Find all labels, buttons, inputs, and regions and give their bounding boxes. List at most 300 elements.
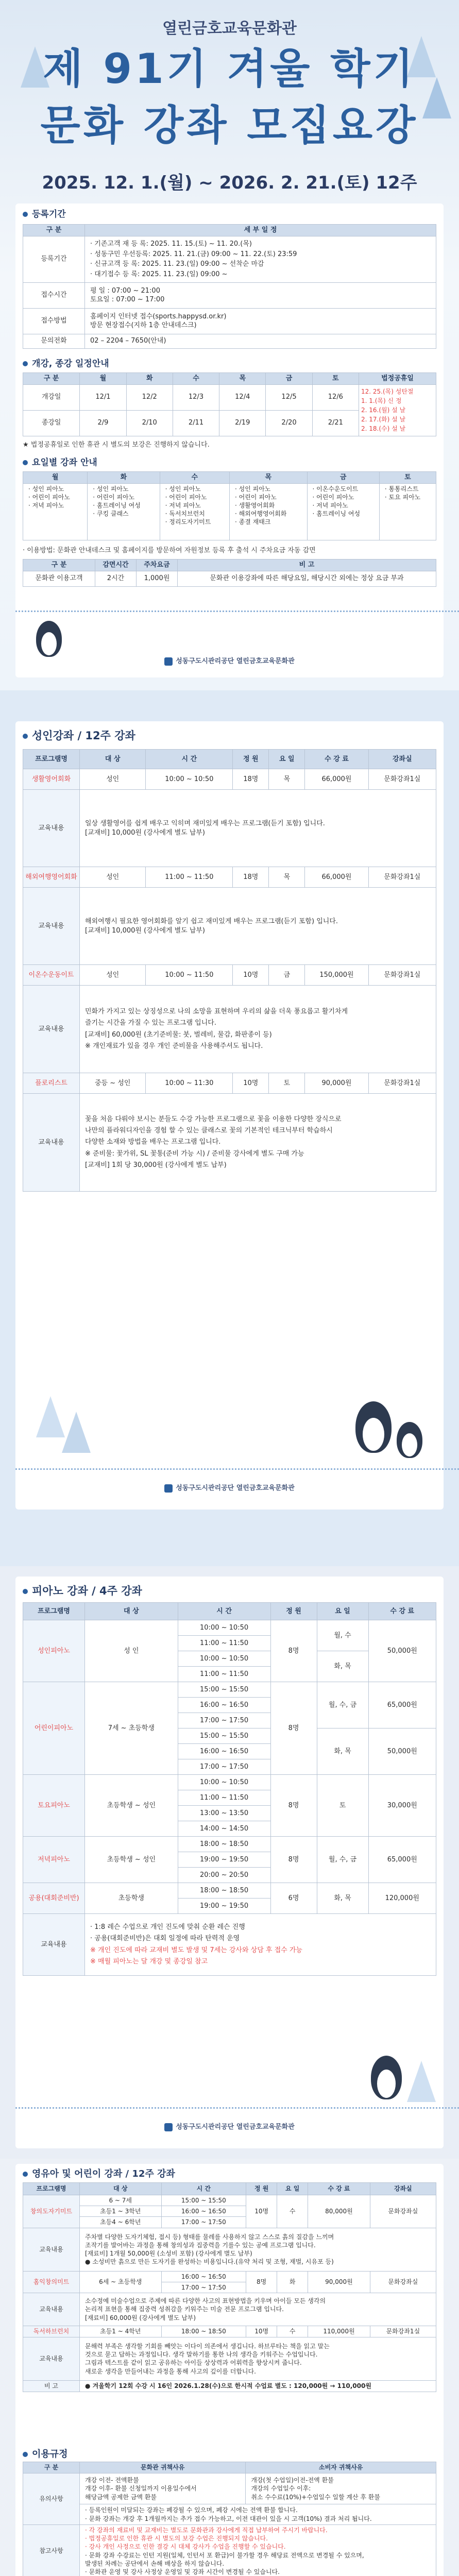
time-slot: 17:00 ~ 17:50 — [161, 2282, 246, 2293]
th: 구 분 — [23, 225, 85, 236]
cell: 화, 목 — [317, 1883, 368, 1914]
penguin-icon — [355, 1401, 392, 1453]
th: 화 — [126, 373, 173, 385]
cell: 등록기간 — [23, 236, 85, 282]
desc-line: 발생된 차례는 공단에서 손해 배상을 하지 않습니다. — [85, 2560, 225, 2567]
cell: 초등4 ~ 6학년 — [80, 2217, 162, 2228]
cell-line[interactable]: 홈페이지 인터넷 접수(sports.happysd.or.kr) — [90, 312, 227, 320]
time-slot: 19:00 ~ 19:50 — [178, 1899, 270, 1914]
desc-line: · 각 강좌의 재료비 및 교재비는 별도로 문화관과 강사에게 직접 납부하여 주시기 바랍니다. — [85, 2527, 328, 2534]
th: 수 강 료 — [305, 750, 368, 769]
program-name: 플로리스트 — [23, 1073, 80, 1094]
desc-line: · 문화 강좌는 개강 후 1개월까지는 추가 접수 가능하고, 이전 대관이 있을 시 고객(10%) 결과 처리 됩니다. — [85, 2515, 372, 2522]
th: 수 강 료 — [308, 2183, 370, 2195]
cell: 2/21 — [312, 410, 359, 436]
cell: 10:00 ~ 11:50 — [146, 965, 233, 986]
th: 수 — [173, 373, 219, 385]
th: 문화관 귀책사유 — [80, 2462, 246, 2473]
holiday-notice: ★ 법정공휴일로 인한 휴관 시 별도의 보강은 진행하지 않습니다. — [23, 441, 210, 449]
footer-logo: 성동구도시관리공단 열린금호교육문화관 — [15, 2123, 444, 2132]
th: 구 분 — [23, 560, 95, 571]
cell: 90,000원 — [308, 2271, 370, 2293]
section-heading: 성인강좌 / 12주 강좌 — [23, 728, 135, 743]
time-slot: 19:00 ~ 19:50 — [178, 1852, 270, 1868]
time-slot: 17:00 ~ 17:50 — [161, 2217, 246, 2228]
cell: 월, 수 — [317, 1620, 368, 1651]
desc-line: 해외여행시 필요한 영어회화를 알기 쉽고 재미있게 배우는 프로그램(듣기 포함) 입니다. — [85, 917, 338, 925]
th: 시 간 — [161, 2183, 246, 2195]
cell: 10명 — [246, 2195, 277, 2228]
cell: 접수방법 — [23, 308, 85, 334]
cell: 성인 — [80, 769, 146, 790]
holiday: 12. 25.(목) 성탄절 — [361, 388, 414, 396]
desc-line: [재료비] 60,000원 (강사에게 별도 납부) — [85, 2314, 196, 2321]
cell: 목 — [269, 867, 305, 888]
cell: 개강일 — [23, 384, 80, 410]
program-name: 성인피아노 — [23, 1620, 85, 1682]
section-heading: 피아노 강좌 / 4주 강좌 — [23, 1584, 142, 1598]
desc-line: · 문화 강좌 수강료는 인턴 지원(일체, 인턴서 포 환급)이 불가할 경우 해당료 전액으로 변경될 수 있으며, — [85, 2551, 364, 2559]
desc-line: [재료비] 1개월 50,000원 (소성비 포함) (강사에게 별도 납부) — [85, 2250, 252, 2258]
logo-icon — [164, 1484, 173, 1493]
bullet-icon — [23, 212, 28, 217]
desc-line: 소수정예 미술수업으로 주제에 따른 다양한 사고의 표현방법을 키우며 아이들 모든 생각의 — [85, 2297, 326, 2305]
org-name: 열린금호교육문화관 — [162, 20, 297, 38]
title-line-1: 제 91기 겨울 학기 — [43, 45, 416, 93]
class-item: · 종결 재태크 — [234, 518, 271, 526]
time-slot: 13:00 ~ 13:50 — [178, 1806, 270, 1821]
cell: 2/10 — [126, 410, 173, 436]
class-item: · 어린이 피아노 — [28, 493, 70, 501]
time-slot: 11:00 ~ 11:50 — [178, 1636, 270, 1651]
desc-line: ※ 준비물: 꽃가위, SL 꽃통(준비 가능 시) / 준비물 강사에게 별도 구매 가능 — [85, 1149, 304, 1158]
th: 목 — [229, 472, 307, 484]
cell-line: · 대기접수 등 록: 2025. 11. 23.(일) 09:00 ~ — [90, 270, 228, 278]
youth-card — [15, 2164, 444, 2576]
th: 강좌실 — [368, 750, 436, 769]
time-slot: 18:00 ~ 18:50 — [161, 2326, 246, 2337]
time-slot: 15:00 ~ 15:50 — [161, 2195, 246, 2206]
holiday: 2. 18.(수) 설 날 — [361, 425, 406, 433]
th: 금 — [307, 472, 379, 484]
penguin-icon — [371, 2056, 402, 2099]
adult-section — [0, 690, 459, 1566]
cell: 참고사항 — [23, 2525, 80, 2576]
cell: 2/19 — [219, 410, 266, 436]
desc-line: 다양한 소재와 방법을 배우는 프로그램 입니다. — [85, 1138, 221, 1146]
cell: 초등학생 — [85, 1883, 178, 1914]
th: 수 강 료 — [368, 1603, 436, 1620]
th: 구 분 — [23, 2462, 80, 2473]
cell-line: 토요일 : 07:00 ~ 17:00 — [90, 296, 165, 304]
registration-table — [23, 224, 436, 349]
adult-table: 프로그램명 대 상 시 간 정 원 요 일 수 강 료 강좌실 생활영어회화 성인 10:00 ~ 10:50 18명 목 66,000원 문화강좌1실 교육내용 일상 생활영어를 쉽게 배우고 익히며 재미있게 배우는 프로그램(듣기 포함) 입니다. [교재비] 10,000원 (강사에게 별도 납부) 해외여행영어회화 성인 11:00 ~ 11:50 18명 목 66,000원 문화강좌1실 교육내용 해외여행시 필요한 영어회화를 알기 쉽고 재미있게 배우는 프로그램(듣기 포함) 입니다. [교재비] 10,000원 (강사에게 별도 납부) 이온수운동이트 성인 10:00 ~ 11:50 10명 금 150,000원 문화강좌1실 교육내용 민화가 가지고 있는 상징성으로 나의 소망을 표현하며 우리의 삶을 더욱 풍요롭고 활기차게 즐기는 시간을 가질 수 있는 프로그램 입니다. [교재비] 60,000원 (초기준비물: 붓, 벌레비, 물감, 화판종이 등) ※ 개인재료가 있을 경우 개인 준비물을 사용해주셔도 됩니다. 플로리스트 중등 ~ 성인 10:00 ~ 11:30 10명 토 90,000원 문화강좌1실 교육내용 꽃을 처음 다뤄야 보시는 분들도 수강 가능한 프로그램으로 꽃을 이용한 다양한 장식으로 나만의 플라워디자인을 경험 할 수 있는 클래스로 꽃의 기본적인 테크닉부터 학습하시 다양한 소재와 방법을 배우는 프로그램 입니다. ※ 준비물: 꽃가위, SL 꽃통(준비 가능 시) / 준비물 강사에게 별도 구매 가능 [교재비] 1회 당 30,000원 (강사에게 별도 납부) — [23, 749, 436, 1192]
desc-line: 문해력 부족은 생각할 기회를 빼앗는 이다이 의존에서 생깁니다. 하브루타는 책을 읽고 말는 — [85, 2343, 330, 2350]
youth-table: 프로그램명 대 상 시 간 정 원 요 일 수 강 료 강좌실 창의도자기미트 6 ~ 7세 15:00 ~ 15:50 10명 수 80,000원 문화강좌실 초등1 ~ 3학년 16:00 ~ 16:50 초등4 ~ 6학년 17:00 ~ 17:50 교육내용 주차별 다양한 도자기체험, 접시 등) 형태를 물레를 사용하지 않고 스스로 흙의 질감을 느끼며 조작기를 발어바는 과정을 통해 창의성과 집중력을 기를수 있는 공예 프로그램 입니다. [재료비] 1개월 50,000원 (소성비 포함) (강사에게 별도 납부) ● 소성비만 흙으로 만든 도자기를 완성하는 비용입니다.(유약 처리 및 조형, 재벌, 시유포 등) 홈익창의미트 6세 ~ 초등학생 16:00 ~ 16:50 8명 화 90,000원 문화강좌실 17:00 ~ 17:50 교육내용 소수정예 미술수업으로 주제에 따른 다양한 사고의 표현방법을 키우며 아이들 모든 생각의 논리적 표현을 통해 집중력 성취감을 키워주는 미술 전문 프로그램 입니다. [재료비] 60,000원 (강사에게 별도 납부) 독서하브런치 초등1 ~ 4학년 18:00 ~ 18:50 10명 수 110,000원 문화강좌1실 교육내용 문해력 부족은 생각할 기회를 빼앗는 이다이 의존에서 생깁니다. 하브루타는 책을 읽고 말는 것으로 묻고 답하는 과정입니다. 생각 말하기를 통한 나의 생각을 키워주는 수업입니다. 그림과 텍스트를 같이 읽고 공유하는 아이들 상상력과 어휘력을 향상시켜 줍니다. 새로운 생각을 만들어내는 과정을 통해 사고의 깊이를 더합니다. 비 고 ● 겨울학기 12회 수강 시 16인 2026.1.28(수)으로 한시적 수업료 별도 : 120,000원 → 110,000원 — [23, 2182, 436, 2392]
cell: 성 인 — [85, 1620, 178, 1682]
title-line-2: 문화 강좌 모집요강 — [40, 101, 419, 149]
program-name: 창의도자기미트 — [23, 2195, 80, 2228]
cell: 12/6 — [312, 384, 359, 410]
cell: 80,000원 — [308, 2195, 370, 2228]
divider — [15, 611, 459, 614]
cell: 8명 — [270, 1620, 317, 1682]
th: 소비자 귀책사유 — [246, 2462, 436, 2473]
adult-card — [15, 721, 444, 1510]
cell-line: 평 일 : 07:00 ~ 21:00 — [90, 286, 160, 295]
th: 정 원 — [233, 750, 269, 769]
penguin-icon — [397, 1422, 422, 1458]
desc-line: · 공용(대회준비반)은 대회 일정에 따라 탄력적 운영 — [90, 1935, 240, 1943]
desc-line: · 강사 개인 사정으로 인한 결강 시 대체 강사가 수업을 진행할 수 있습니다. — [85, 2543, 286, 2551]
program-name: 독서하브런치 — [23, 2326, 80, 2337]
cell: 화, 목 — [317, 1728, 368, 1775]
logo-icon — [164, 657, 173, 666]
cell-line: · 기존고객 재 등 록: 2025. 11. 15.(토) ~ 11. 20.(목) — [90, 240, 252, 248]
th: 비 고 — [178, 560, 436, 571]
desc-line: [교재비] 10,000원 (강사에게 별도 납부) — [85, 828, 205, 837]
cell: 8명 — [270, 1775, 317, 1837]
desc-line: 나만의 플라워디자인을 경험 할 수 있는 클래스로 꽃의 기본적인 테크닉부터 학습하시 — [85, 1127, 333, 1135]
desc-line: 해당금액 공제한 금액 환불 — [85, 2493, 157, 2501]
th: 법정공휴일 — [359, 373, 436, 385]
program-name: 해외여행영어회화 — [23, 867, 80, 888]
time-slot: 10:00 ~ 10:50 — [178, 1775, 270, 1790]
rules-table — [23, 2462, 436, 2576]
th: 시 간 — [146, 750, 233, 769]
desc-line: 일상 생활영어를 쉽게 배우고 익히며 재미있게 배우는 프로그램(듣기 포함) 입니다. — [85, 819, 325, 827]
piano-section — [0, 1566, 459, 2159]
footer-logo: 성동구도시관리공단 열린금호교육문화관 — [15, 657, 444, 666]
cell: 90,000원 — [305, 1073, 368, 1094]
time-slot: 16:00 ~ 16:50 — [178, 1744, 270, 1759]
cell: 문화강좌실 — [370, 2271, 436, 2293]
time-slot: 11:00 ~ 11:50 — [178, 1667, 270, 1682]
cell: 10:00 ~ 11:30 — [146, 1073, 233, 1094]
th: 시 간 — [178, 1603, 270, 1620]
bullet-icon — [23, 734, 28, 739]
phone-number: 02 – 2204 – 7650(안내) — [85, 334, 436, 348]
class-item: · 어린이 피아노 — [234, 493, 277, 501]
cell: 접수시간 — [23, 282, 85, 308]
program-name: 이온수운동이트 — [23, 965, 80, 986]
class-item: · 성인 피아노 — [234, 485, 271, 493]
cell: 12/3 — [173, 384, 219, 410]
class-item: · 어린이 피아노 — [312, 493, 354, 501]
desc-line: ※ 개인재료가 있을 경우 개인 준비물을 사용해주셔도 됩니다. — [85, 1042, 263, 1050]
tree-decoration — [407, 2061, 436, 2102]
cell: 2/9 — [80, 410, 126, 436]
cell: 문화강좌1실 — [370, 2326, 436, 2337]
class-item: · 해외여행영어회화 — [234, 510, 287, 518]
time-slot: 20:00 ~ 20:50 — [178, 1868, 270, 1883]
cell: 월, 수, 금 — [317, 1837, 368, 1883]
th: 프로그램명 — [23, 1603, 85, 1620]
program-name: 어린이피아노 — [23, 1682, 85, 1775]
cell: 토 — [269, 1073, 305, 1094]
desc-line: ● 소성비만 흙으로 만든 도자기를 완성하는 비용입니다.(유약 처리 및 조형, 재벌, 시유포 등) — [85, 2258, 334, 2266]
class-item: · 저녁 피아노 — [312, 501, 348, 509]
weekly-table — [23, 471, 436, 540]
program-name: 생활영어회화 — [23, 769, 80, 790]
divider — [15, 2107, 459, 2110]
tree-decoration — [62, 1412, 91, 1453]
time-slot: 11:00 ~ 11:50 — [178, 1790, 270, 1806]
cell: 66,000원 — [305, 867, 368, 888]
th: 요 일 — [269, 750, 305, 769]
section-heading: 등록기간 — [23, 209, 66, 221]
bullet-icon — [23, 1589, 28, 1594]
cell: 수 — [277, 2195, 308, 2228]
penguin-icon — [36, 621, 62, 657]
cell: 12/5 — [266, 384, 312, 410]
desc-line: [교재비] 60,000원 (초기준비물: 붓, 벌레비, 물감, 화판종이 등) — [85, 1030, 272, 1039]
cell: 문화강좌실 — [370, 2195, 436, 2228]
cell: 150,000원 — [305, 965, 368, 986]
desc-line: 개강의 수업일수 이후: — [251, 2485, 311, 2493]
th: 프로그램명 — [23, 750, 80, 769]
time-slot: 18:00 ~ 18:50 — [178, 1883, 270, 1899]
class-item: · 어린이 피아노 — [93, 493, 135, 501]
cell: 12/1 — [80, 384, 126, 410]
cell-line: · 신규고객 등 록: 2025. 11. 23.(일) 09:00 ~ 선착순 마감 — [90, 260, 264, 268]
desc-line: 개강 이전- 전액환불 — [85, 2477, 139, 2484]
cell: 110,000원 — [308, 2326, 370, 2337]
section-heading: 영유아 및 어린이 강좌 / 12주 강좌 — [23, 2168, 175, 2180]
cell: 10명 — [233, 965, 269, 986]
th: 강좌실 — [370, 2183, 436, 2195]
desc-line: 개강 이후- 환불 신청일까지 이용일수에서 — [85, 2485, 197, 2493]
cell: 10:00 ~ 10:50 — [146, 769, 233, 790]
program-name: 홈익창의미트 — [23, 2271, 80, 2293]
desc-line: 개강(첫 수업일)이전-전액 환불 — [251, 2477, 334, 2484]
cell: 7세 ~ 초등학생 — [85, 1682, 178, 1775]
cell: 교육내용 — [23, 1914, 85, 1976]
desc-line: 그림과 텍스트를 같이 읽고 공유하는 아이들 상상력과 어휘력을 향상시켜 줍니다. — [85, 2359, 302, 2367]
time-slot: 14:00 ~ 14:50 — [178, 1821, 270, 1837]
desc-line: · 등록인원이 미달되는 강좌는 폐강될 수 있으며, 폐강 시에는 전액 환불 합니다. — [85, 2506, 298, 2514]
cell: 6세 ~ 초등학생 — [80, 2271, 162, 2293]
cell: 문화강좌1실 — [368, 965, 436, 986]
cell: 120,000원 — [368, 1883, 436, 1914]
parking-table — [23, 559, 436, 587]
cell: 토 — [317, 1775, 368, 1837]
program-name: 토요피아노 — [23, 1775, 85, 1837]
class-item: · 성인 피아노 — [165, 485, 201, 493]
time-slot: 15:00 ~ 15:50 — [178, 1682, 270, 1698]
logo-icon — [164, 2123, 173, 2131]
section-heading: 개강, 종강 일정안내 — [23, 358, 109, 370]
cell-line: · 성동구민 우선등록: 2025. 11. 21.(금) 09:00 ~ 11. 22.(토) 23:59 — [90, 250, 297, 258]
desc-line: ※ 개인 진도에 따라 교재비 별도 발생 및 7세는 강사와 상담 후 접수 가능 — [90, 1946, 302, 1954]
piano-card — [15, 1577, 444, 2148]
cell: 문의전화 — [23, 334, 85, 348]
cell: 비 고 — [23, 2380, 80, 2392]
cell: 12/4 — [219, 384, 266, 410]
class-item: · 홈트레이닝 여성 — [93, 501, 141, 509]
cell: 성인 — [80, 867, 146, 888]
cell: 11:00 ~ 11:50 — [146, 867, 233, 888]
cell: 문화관 이용강좌에 따른 해당요일, 해당시간 외에는 정상 요금 부과 — [178, 571, 436, 586]
class-item: · 성인 피아노 — [93, 485, 129, 493]
class-item: · 토요 피아노 — [384, 493, 421, 501]
class-item: · 이온수운도이트 — [312, 485, 359, 493]
th: 월 — [23, 472, 88, 484]
period-text: 2025. 12. 1.(월) ~ 2026. 2. 21.(토) 12주 — [42, 173, 417, 193]
class-item: · 저녁 피아노 — [28, 501, 64, 509]
th: 정 원 — [270, 1603, 317, 1620]
th: 토 — [312, 373, 359, 385]
program-name: 저녁피아노 — [23, 1837, 85, 1883]
th: 정 원 — [246, 2183, 277, 2195]
cell-line: 방문 현장접수(지하 1층 안내데스크) — [90, 321, 197, 330]
th: 주차요금 — [137, 560, 178, 571]
cell: 8명 — [270, 1682, 317, 1775]
desc-line: 새로운 생각을 만들어내는 과정을 통해 사고의 깊이를 더합니다. — [85, 2367, 256, 2375]
time-slot: 10:00 ~ 10:50 — [178, 1651, 270, 1667]
class-item: · 성인 피아노 — [28, 485, 64, 493]
bullet-icon — [23, 361, 28, 366]
class-item: · 홈트레이닝 여성 — [312, 510, 361, 518]
th: 대 상 — [80, 750, 146, 769]
class-item: · 쿠킹 클래스 — [93, 510, 129, 518]
desc-line: [교재비] 1회 당 30,000원 (강사에게 별도 납부) — [85, 1161, 227, 1169]
time-slot: 18:00 ~ 18:50 — [178, 1837, 270, 1852]
holiday: 2. 17.(화) 설 날 — [361, 416, 406, 423]
time-slot: 16:00 ~ 16:50 — [178, 1698, 270, 1713]
cell: 유의사항 — [23, 2473, 80, 2525]
cell: 2시간 — [95, 571, 137, 586]
cell: 18명 — [233, 769, 269, 790]
time-slot: 16:00 ~ 16:50 — [161, 2271, 246, 2282]
th: 목 — [219, 373, 266, 385]
cell: 초등1 ~ 4학년 — [80, 2326, 162, 2337]
bullet-icon — [23, 460, 28, 465]
time-slot: 17:00 ~ 17:50 — [178, 1713, 270, 1728]
cell: 문화강좌1실 — [368, 867, 436, 888]
bullet-icon — [23, 2452, 28, 2457]
divider — [15, 1468, 459, 1471]
desc-line: 주차별 다양한 도자기체험, 접시 등) 형태를 물레를 사용하지 않고 스스로 흙의 질감을 느끼며 — [85, 2233, 334, 2241]
th: 수 — [160, 472, 229, 484]
cell: 6명 — [270, 1883, 317, 1914]
desc-line: 논리적 표현을 통해 집중력 성취감을 키워주는 미술 전문 프로그램 입니다. — [85, 2306, 284, 2313]
cell: 초등학생 ~ 성인 — [85, 1837, 178, 1883]
cell: 8명 — [270, 1837, 317, 1883]
desc-line: 즐기는 시간을 가질 수 있는 프로그램 입니다. — [85, 1019, 216, 1027]
program-name: 공용(대회준비반) — [23, 1883, 85, 1914]
cell: 8명 — [246, 2271, 277, 2293]
cell: 50,000원 — [368, 1620, 436, 1682]
cell: 초등학생 ~ 성인 — [85, 1775, 178, 1837]
schedule-table — [23, 372, 436, 436]
time-slot: 16:00 ~ 16:50 — [161, 2206, 246, 2217]
th: 요 일 — [317, 1603, 368, 1620]
section-heading: 이용규정 — [23, 2448, 68, 2461]
cell: 월, 수, 금 — [317, 1682, 368, 1728]
note-line: ● 겨울학기 12회 수강 시 16인 2026.1.28(수)으로 한시적 수업료 별도 : 120,000원 → 110,000원 — [80, 2380, 436, 2392]
th: 대 상 — [85, 1603, 178, 1620]
cell: 금 — [269, 965, 305, 986]
cell: 18명 — [233, 867, 269, 888]
piano-table — [23, 1602, 436, 1976]
th: 월 — [80, 373, 126, 385]
cell: 65,000원 — [368, 1682, 436, 1728]
cell: 수 — [277, 2326, 308, 2337]
holiday: 2. 16.(월) 설 날 — [361, 406, 406, 414]
cell: 10명 — [246, 2326, 277, 2337]
desc-line: [교재비] 10,000원 (강사에게 별도 납부) — [85, 926, 205, 935]
th: 감면시간 — [95, 560, 137, 571]
cell: 2/11 — [173, 410, 219, 436]
th: 토 — [379, 472, 436, 484]
desc-line: · 문화관 운영 및 강사 사정상 운영일 및 강좌 시간이 변경될 수 있습니다. — [85, 2568, 280, 2575]
cell: 종강일 — [23, 410, 80, 436]
cell: 성인 — [80, 965, 146, 986]
cell: 50,000원 — [368, 1728, 436, 1775]
desc-line: 민화가 가지고 있는 상징성으로 나의 소망을 표현하며 우리의 삶을 더욱 풍요롭고 활기차게 — [85, 1008, 348, 1016]
cell: 문화강좌1실 — [368, 769, 436, 790]
desc-line: 것으로 묻고 답하는 과정입니다. 생각 말하기를 통한 나의 생각을 키워주는 수업입니다. — [85, 2351, 318, 2359]
time-slot: 15:00 ~ 15:50 — [178, 1728, 270, 1744]
cell: 1,000원 — [137, 571, 178, 586]
footer-logo: 성동구도시관리공단 열린금호교육문화관 — [15, 1484, 444, 1493]
cell: 화, 목 — [317, 1651, 368, 1682]
bullet-icon — [23, 2172, 28, 2177]
desc-line: 취소 수수료(10%)+수업일수 일할 계산 후 환불 — [251, 2493, 380, 2501]
cell: 65,000원 — [368, 1837, 436, 1883]
th: 대 상 — [80, 2183, 162, 2195]
class-item: · 독서치브런치 — [165, 510, 205, 518]
cell: 12/2 — [126, 384, 173, 410]
cell: 문화강좌1실 — [368, 1073, 436, 1094]
th: 금 — [266, 373, 312, 385]
holiday: 1. 1.(목) 신 정 — [361, 397, 402, 405]
desc-line: 꽃을 처음 다뤄야 보시는 분들도 수강 가능한 프로그램으로 꽃을 이용한 다양한 장식으로 — [85, 1115, 342, 1124]
class-item: · 저녁 피아노 — [165, 501, 201, 509]
time-slot: 10:00 ~ 10:50 — [178, 1620, 270, 1636]
section-heading: 요일별 강좌 안내 — [23, 457, 97, 469]
cell: 2/20 — [266, 410, 312, 436]
th: 요 일 — [277, 2183, 308, 2195]
poster-top — [0, 0, 459, 690]
cell: 중등 ~ 성인 — [80, 1073, 146, 1094]
cell: 문화관 이용고객 — [23, 571, 95, 586]
youth-section — [0, 2159, 459, 2576]
cell: 66,000원 — [305, 769, 368, 790]
tree-decoration — [36, 1396, 65, 1437]
class-item: · 생활영어회화 — [234, 501, 275, 509]
th: 프로그램명 — [23, 2183, 80, 2195]
class-item: · 정리도자기미트 — [165, 518, 211, 526]
time-slot: 17:00 ~ 17:50 — [178, 1759, 270, 1775]
parking-notice: · 이용방법: 문화관 안내데스크 및 홈페이지를 방문하여 자원정보 등록 후 출석 시 주차요금 자동 감면 — [23, 547, 316, 554]
cell: 화 — [277, 2271, 308, 2293]
cell: 30,000원 — [368, 1775, 436, 1837]
cell: 6 ~ 7세 — [80, 2195, 162, 2206]
th: 구 분 — [23, 373, 80, 385]
cell: 목 — [269, 769, 305, 790]
info-card — [15, 204, 444, 677]
class-item: · 어린이 피아노 — [165, 493, 207, 501]
desc-line: · 법정공휴일로 인한 휴관 시 별도의 보강 수업은 진행되지 않습니다. — [85, 2535, 268, 2543]
th: 세 부 일 정 — [85, 225, 436, 236]
desc-line: ※ 매월 피아노는 달 개강 및 종강일 참고 — [90, 1957, 208, 1965]
cell: 10명 — [233, 1073, 269, 1094]
class-item: · 통통리스트 — [384, 485, 419, 493]
th: 화 — [88, 472, 160, 484]
desc-line: 조작기를 발어바는 과정을 통해 창의성과 집중력을 기를수 있는 공예 프로그램 입니다. — [85, 2241, 316, 2249]
